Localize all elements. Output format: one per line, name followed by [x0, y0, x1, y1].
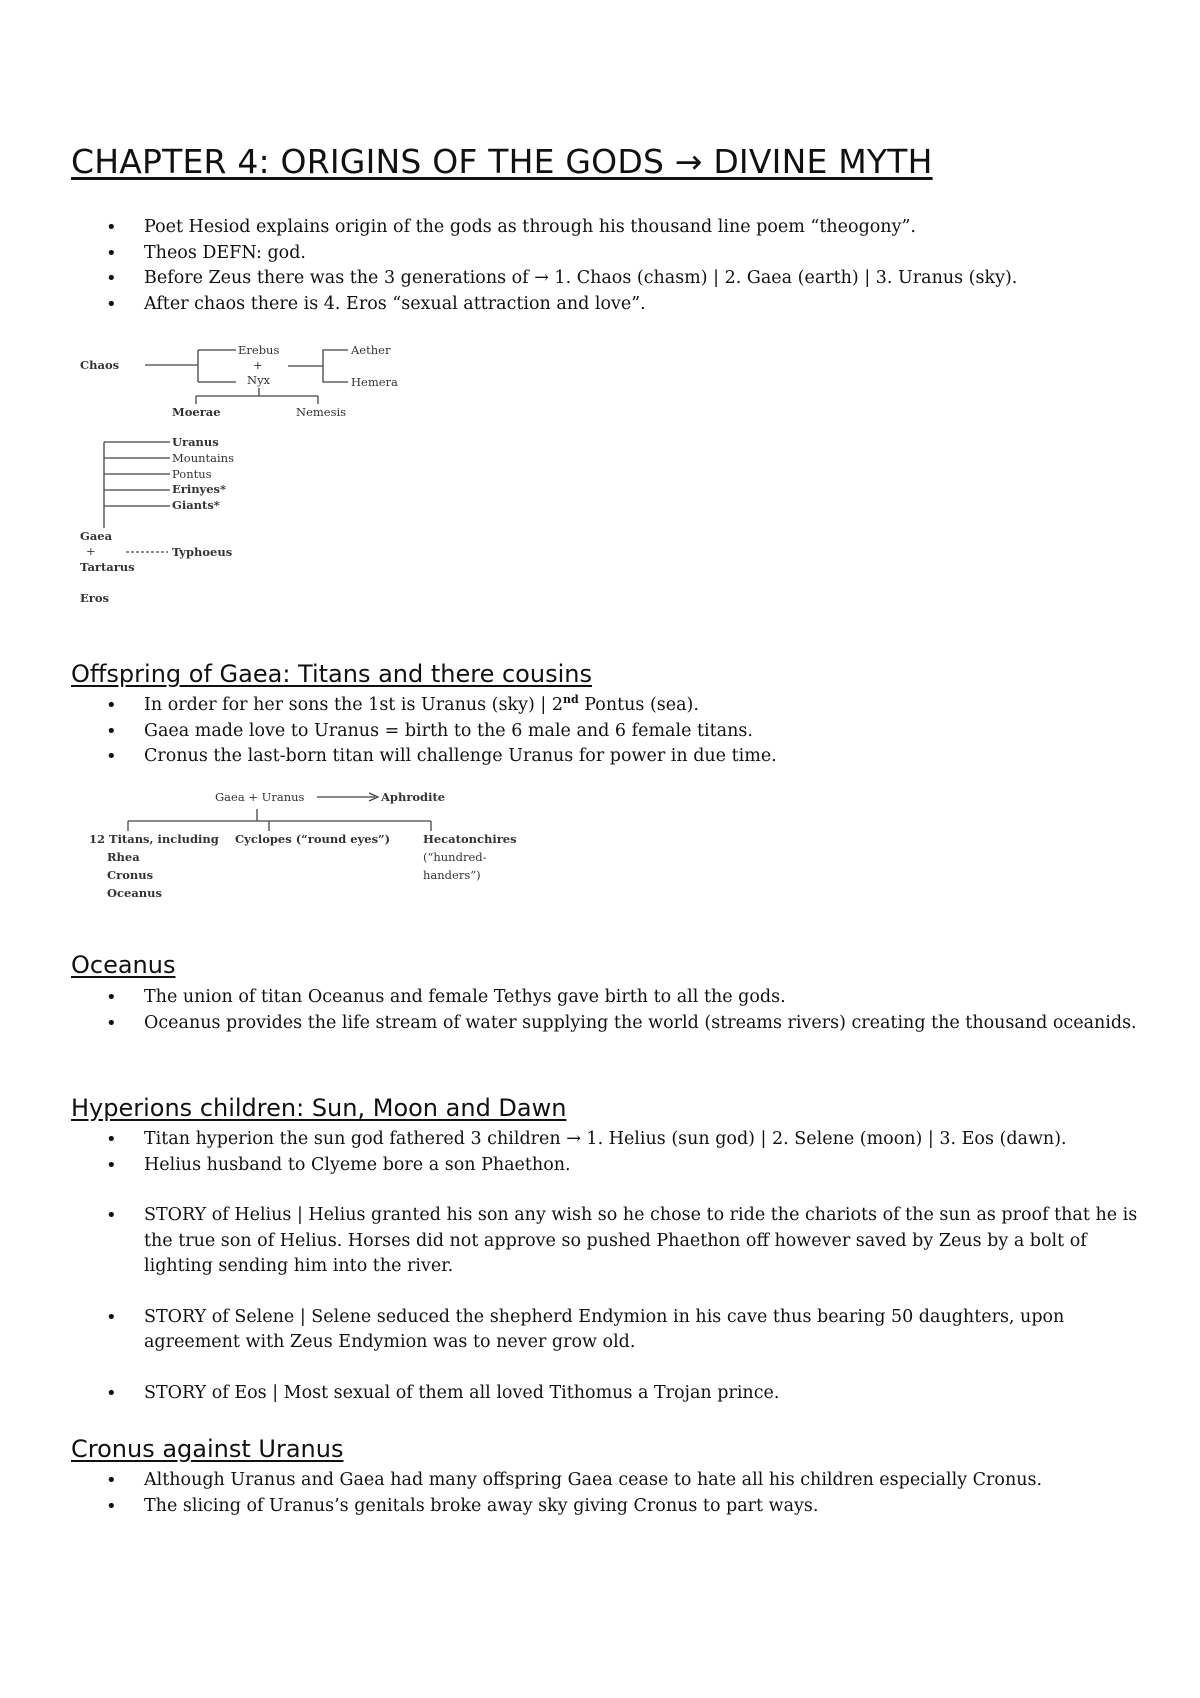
diagram-label-tartarus: Tartarus	[80, 560, 135, 574]
diagram-label-12-titans: 12 Titans, including	[89, 832, 219, 846]
oceanus-bullet-list	[71, 985, 1151, 1036]
diagram-label-oceanus: Oceanus	[107, 886, 162, 900]
diagram-label-hecatonchires: Hecatonchires	[423, 832, 517, 846]
diagram-label-erebus: Erebus	[238, 343, 280, 357]
diagram-label-plus: +	[253, 358, 263, 372]
cronus-bullet-list	[71, 1468, 1151, 1519]
diagram-label-nyx: Nyx	[247, 373, 271, 387]
list-item: • Theos DEFN: god.	[71, 241, 1151, 267]
section-heading-hyperion: Hyperions children: Sun, Moon and Dawn	[71, 1094, 567, 1122]
diagram-label-nemesis: Nemesis	[296, 405, 347, 419]
list-item: • STORY of Helius | Helius granted his son any wish so he chose to ride the chariots of the sun as proof that he is the true son of Helius. Horses did not approve so pushed Phaethon off however saved by Zeus by a bolt of lighting sending him into the river.	[71, 1203, 1151, 1280]
list-item: • Poet Hesiod explains origin of the gods as through his thousand line poem “theogony”.	[71, 215, 1151, 241]
list-item: • Although Uranus and Gaea had many offspring Gaea cease to hate all his children especially Cronus.	[71, 1468, 1151, 1494]
list-item: • The union of titan Oceanus and female Tethys gave birth to all the gods.	[71, 985, 1151, 1011]
diagram-label-handers: handers”)	[423, 868, 481, 882]
list-item: • STORY of Selene | Selene seduced the shepherd Endymion in his cave thus bearing 50 daughters, upon agreement with Zeus Endymion was to never grow old.	[71, 1305, 1151, 1356]
diagram-label-aether: Aether	[351, 343, 391, 357]
list-item: • Oceanus provides the life stream of water supplying the world (streams rivers) creating the thousand oceanids.	[71, 1011, 1151, 1037]
list-item: • In order for her sons the 1st is Uranus (sky) | 2nd Pontus (sea).	[71, 693, 1151, 719]
diagram-label-pontus: Pontus	[172, 467, 212, 481]
section-heading-offspring-of-gaea: Offspring of Gaea: Titans and there cousins	[71, 660, 592, 688]
diagram-label-cyclopes: Cyclopes (“round eyes”)	[235, 832, 391, 846]
diagram-label-erinyes: Erinyes*	[172, 482, 227, 496]
diagram-label-moerae: Moerae	[172, 405, 221, 419]
nyx-offspring-lines	[196, 388, 318, 404]
diagram-label-typhoeus: Typhoeus	[172, 545, 233, 559]
diagram-label-gaea: Gaea	[80, 529, 113, 543]
offspring-branch-lines	[128, 809, 431, 831]
aether-hemera-lines	[288, 350, 348, 382]
list-item: • The slicing of Uranus’s genitals broke away sky giving Cronus to part ways.	[71, 1494, 1151, 1520]
diagram-label-uranus: Uranus	[172, 435, 219, 449]
section-heading-oceanus: Oceanus	[71, 951, 176, 979]
list-item: • Before Zeus there was the 3 generations of → 1. Chaos (chasm) | 2. Gaea (earth) | 3. Uranus (sky).	[71, 266, 1151, 292]
list-item: • After chaos there is 4. Eros “sexual attraction and love”.	[71, 292, 1151, 318]
diagram-label-eros: Eros	[80, 591, 109, 605]
chapter-title: CHAPTER 4: ORIGINS OF THE GODS → DIVINE MYTH	[71, 142, 933, 181]
diagram-label-giants: Giants*	[172, 498, 220, 512]
intro-bullet-list	[71, 215, 1151, 317]
diagram-label-mountains: Mountains	[172, 451, 234, 465]
diagram-label-hemera: Hemera	[351, 375, 398, 389]
gaea-bullet-list	[71, 693, 1151, 770]
list-item: • Gaea made love to Uranus = birth to the 6 male and 6 female titans.	[71, 719, 1151, 745]
diagram-label-chaos: Chaos	[80, 358, 120, 372]
gaea-offspring-lines	[104, 442, 170, 528]
diagram-label-hundred: (“hundred-	[423, 850, 487, 864]
diagram-label-cronus: Cronus	[107, 868, 154, 882]
diagram-label-rhea: Rhea	[107, 850, 140, 864]
chaos-branch-lines	[145, 350, 236, 382]
list-item: • STORY of Eos | Most sexual of them all loved Tithomus a Trojan prince.	[71, 1381, 1151, 1407]
list-item: • Helius husband to Clyeme bore a son Phaethon.	[71, 1153, 1151, 1179]
list-item: • Cronus the last-born titan will challenge Uranus for power in due time.	[71, 744, 1151, 770]
chaos-genealogy-diagram	[70, 330, 430, 620]
list-item: • Titan hyperion the sun god fathered 3 children → 1. Helius (sun god) | 2. Selene (moon) | 3. Eos (dawn).	[71, 1127, 1151, 1153]
hyperion-bullet-list	[71, 1127, 1151, 1406]
gaea-uranus-offspring-diagram	[85, 785, 525, 905]
diagram-label-gaea-uranus: Gaea + Uranus	[215, 790, 305, 804]
section-heading-cronus: Cronus against Uranus	[71, 1435, 344, 1463]
diagram-label-aphrodite: Aphrodite	[381, 790, 446, 804]
diagram-label-plus: +	[86, 544, 96, 558]
